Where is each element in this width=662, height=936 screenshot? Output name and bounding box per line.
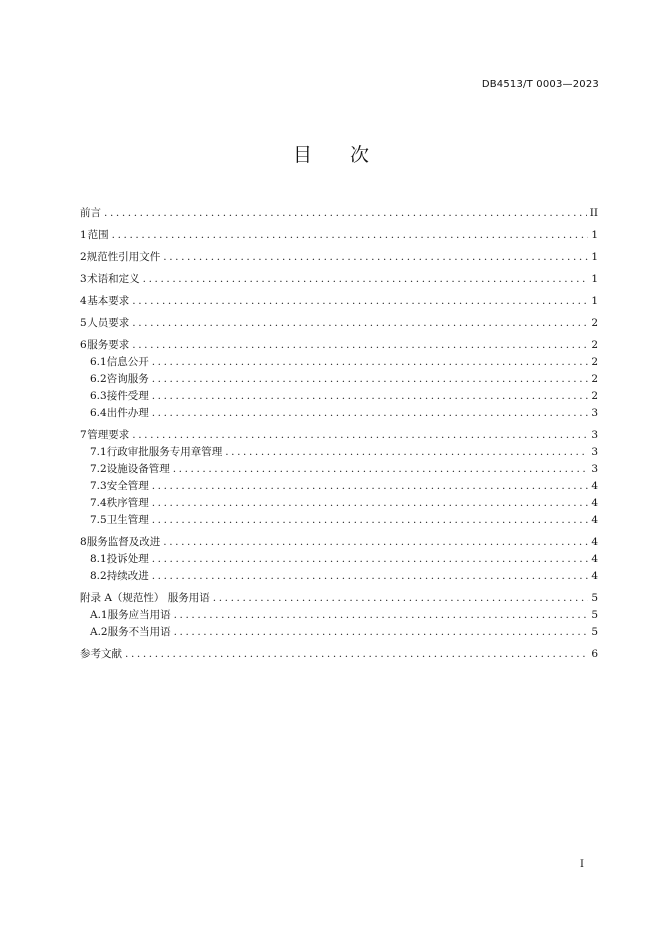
toc-entry-number: 6.4 [90, 407, 107, 419]
toc-entry-label: 参考文献 [80, 648, 122, 660]
toc-entry-number: 7.1 [90, 446, 107, 458]
toc-entry-page: 2 [591, 339, 598, 351]
toc-entry-page: 2 [591, 390, 598, 402]
toc-dot-leader [152, 405, 589, 422]
toc-dot-leader [132, 337, 588, 354]
toc-entry[interactable] [80, 354, 598, 371]
toc-entry-page: 2 [591, 317, 598, 329]
toc-entry-number: A.2 [90, 626, 108, 638]
toc-entry-page: 3 [591, 446, 598, 458]
toc-dot-leader [152, 568, 589, 585]
toc-entry-page: 1 [591, 295, 598, 307]
toc-entry-label: 服务监督及改进 [86, 536, 161, 548]
toc-entry-number: 7.3 [90, 480, 107, 492]
toc-dot-leader [152, 371, 589, 388]
toc-dot-leader [152, 388, 589, 405]
toc-entry-page: II [589, 207, 598, 219]
toc-entry-page: 2 [591, 356, 598, 368]
toc-entry-label: 设施设备管理 [106, 463, 170, 475]
toc-entry-label: 秩序管理 [106, 497, 149, 509]
toc-dot-leader [174, 624, 589, 641]
toc-dot-leader [225, 444, 588, 461]
toc-entry-page: 5 [591, 609, 598, 621]
toc-entry[interactable] [80, 495, 598, 512]
toc-entry-number: 8.2 [90, 570, 107, 582]
toc-entry-label: 人员要求 [87, 317, 130, 329]
toc-entry-number: 7 [80, 429, 87, 441]
toc-entry-page: 4 [591, 553, 598, 565]
toc-entry[interactable] [80, 405, 598, 422]
toc-entry-number: 4 [80, 295, 87, 307]
toc-title [0, 140, 662, 167]
toc-entry-page: 5 [591, 592, 598, 604]
toc-dot-leader [104, 205, 587, 222]
toc-dot-leader [143, 271, 589, 288]
toc-entry-page: 3 [591, 463, 598, 475]
toc-entry-label: 行政审批服务专用章管理 [106, 446, 223, 458]
toc-entry-page: 3 [591, 429, 598, 441]
toc-entry-number: 8.1 [90, 553, 107, 565]
toc-dot-leader [125, 646, 588, 663]
toc-entry[interactable] [80, 205, 598, 222]
toc-entry-page: 1 [591, 273, 598, 285]
toc-entry-number: 3 [80, 273, 87, 285]
toc-entry[interactable] [80, 293, 598, 310]
toc-entry[interactable] [80, 427, 598, 444]
toc-entry-number: 7.4 [90, 497, 107, 509]
toc-entry-label: 投诉处理 [106, 553, 149, 565]
toc-entry-page: 4 [591, 480, 598, 492]
toc-entry[interactable] [80, 551, 598, 568]
toc-dot-leader [213, 590, 589, 607]
toc-entry[interactable] [80, 461, 598, 478]
toc-entry-number: 7.2 [90, 463, 107, 475]
toc-entry[interactable] [80, 624, 598, 641]
toc-dot-leader [152, 354, 589, 371]
toc-dot-leader [132, 427, 588, 444]
toc-entry-label: 服务不当用语 [107, 626, 171, 638]
toc-dot-leader [152, 551, 589, 568]
toc-entry[interactable] [80, 371, 598, 388]
toc-dot-leader [163, 249, 588, 266]
toc-title-char-1: 目 [292, 144, 312, 166]
toc-entry-label: 持续改进 [106, 570, 149, 582]
toc-entry-number: 6.3 [90, 390, 107, 402]
toc-entry-label: 服务要求 [87, 339, 130, 351]
toc-entry-number: A.1 [90, 609, 108, 621]
page-number: I [580, 859, 584, 870]
toc-entry[interactable] [80, 590, 598, 607]
toc-entry-page: 4 [591, 497, 598, 509]
toc-entry[interactable] [80, 607, 598, 624]
toc-entry-label: 范围 [87, 229, 109, 241]
toc-entry-label: 附录 A（规范性） 服务用语 [80, 592, 210, 604]
toc-dot-leader [132, 315, 588, 332]
toc-entry-page: 3 [591, 407, 598, 419]
toc-entry[interactable] [80, 249, 598, 266]
toc-entry-label: 术语和定义 [87, 273, 140, 285]
toc-entry[interactable] [80, 315, 598, 332]
toc-entry-page: 1 [591, 229, 598, 241]
toc-dot-leader [152, 478, 589, 495]
toc-entry-number: 6.2 [90, 373, 107, 385]
toc-dot-leader [163, 534, 588, 551]
toc-entry[interactable] [80, 478, 598, 495]
toc-entry-number: 2 [80, 251, 87, 263]
toc-entry-page: 4 [591, 570, 598, 582]
toc-dot-leader [173, 461, 589, 478]
toc-dot-leader [132, 293, 588, 310]
toc-entry-page: 4 [591, 514, 598, 526]
toc-entry-label: 咨询服务 [106, 373, 149, 385]
toc-entry[interactable] [80, 444, 598, 461]
toc-entry-label: 信息公开 [106, 356, 149, 368]
toc-entry-label: 管理要求 [87, 429, 130, 441]
toc-entry-page: 1 [591, 251, 598, 263]
toc-entry-label: 基本要求 [87, 295, 130, 307]
toc-entry-page: 4 [591, 536, 598, 548]
toc-entry[interactable] [80, 227, 598, 244]
toc-dot-leader [174, 607, 589, 624]
toc-entry-label: 出件办理 [106, 407, 149, 419]
toc-entry-label: 规范性引用文件 [86, 251, 161, 263]
toc-entry[interactable] [80, 337, 598, 354]
toc-entry-label: 卫生管理 [106, 514, 149, 526]
toc-entry[interactable] [80, 271, 598, 288]
table-of-contents [80, 200, 598, 663]
toc-entry[interactable] [80, 534, 598, 551]
toc-entry-number: 1 [80, 229, 87, 241]
toc-entry-label: 接件受理 [106, 390, 149, 402]
toc-entry-label: 安全管理 [106, 480, 149, 492]
toc-entry-number: 6.1 [90, 356, 107, 368]
toc-entry[interactable] [80, 568, 598, 585]
toc-dot-leader [152, 512, 589, 529]
toc-entry-number: 5 [80, 317, 87, 329]
toc-entry[interactable] [80, 388, 598, 405]
toc-entry-page: 5 [591, 626, 598, 638]
toc-entry-label: 服务应当用语 [107, 609, 171, 621]
toc-entry[interactable] [80, 512, 598, 529]
toc-entry[interactable] [80, 646, 598, 663]
toc-entry-number: 7.5 [90, 514, 107, 526]
toc-dot-leader [152, 495, 589, 512]
toc-entry-number: 8 [80, 536, 87, 548]
document-code: DB4513/T 0003—2023 [481, 79, 599, 90]
toc-dot-leader [112, 227, 589, 244]
toc-entry-label: 前言 [80, 207, 101, 219]
toc-title-char-2: 次 [350, 144, 370, 166]
toc-entry-page: 2 [591, 373, 598, 385]
toc-entry-number: 6 [80, 339, 87, 351]
toc-entry-page: 6 [591, 648, 598, 660]
